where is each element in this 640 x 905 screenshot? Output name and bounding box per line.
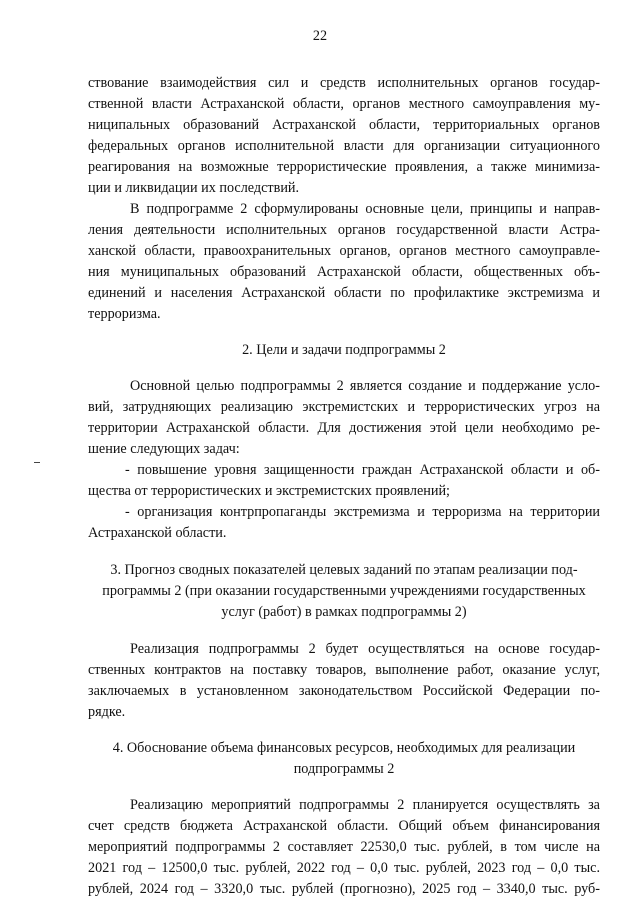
list-item-line: - повышение уровня защищенности граждан Астраханской области и об- [125,462,600,478]
paragraph-continuation-block [88,899,600,905]
text-line: ханской области подлежат уточнению исходя из возможностей бюджета с [88,903,120,904]
text-line: реагирования на возможные террористические проявления, а также минимиза- [88,159,600,175]
text-line: Перечень мероприятий и объемы финансирования за счет бюджета Астра- [88,901,120,902]
text-line: вий, затрудняющих реализацию экстремистских и террористических угроз на [88,399,600,415]
text-line: 2021 год – 12500,0 тыс. рублей, 2022 год – 0,0 тыс. рублей, 2023 год – 0,0 тыс. [88,860,600,876]
list-item-line: - организация контрпропаганды экстремизма и терроризма на территории [125,504,600,520]
text-line: федеральных органов исполнительной власти для организации ситуационного [88,138,600,154]
text-line: Реализация подпрограммы 2 будет осуществляться на основе государ- [130,641,600,657]
text-line: ханской области, правоохранительных органов, органов местного самоуправле- [88,243,600,259]
text-line: ствование взаимодействия сил и средств исполнительных органов государ- [88,75,600,91]
text-line: заключаемых в установленном законодательством Российской Федерации по- [88,683,600,699]
text-line: счет средств бюджета Астраханской области. Общий объем финансирования [88,818,600,834]
heading-line: услуг (работ) в рамках подпрограммы 2) [221,604,467,620]
heading-line: 3. Прогноз сводных показателей целевых заданий по этапам реализации под- [110,562,578,578]
text-line: рядке. [88,704,126,720]
text-line: ственных контрактов на поставку товаров, выполнение работ, оказание услуг, [88,662,600,678]
heading-line: подпрограммы 2 [293,761,395,777]
list-item-line: Астраханской области. [88,525,227,541]
text-line: ления деятельности исполнительных органов государственной власти Астра- [88,222,600,238]
text-line: единений и населения Астраханской области по профилактике экстремизма и [88,285,600,301]
text-line: В подпрограмме 2 сформулированы основные цели, принципы и направ- [130,201,600,217]
text-line: ственной власти Астраханской области, органов местного самоуправления му- [88,96,600,112]
text-line: шение следующих задач: [88,441,240,457]
text-line: терроризма. [88,306,161,322]
scan-mark [34,462,40,463]
section-heading-2: 2. Цели и задачи подпрограммы 2 [242,342,446,358]
text-line: ниципальных образований Астраханской области, территориальных органов [88,117,600,133]
list-item-line: щества от террористических и экстремистских проявлений; [88,483,450,499]
text-line: Реализацию мероприятий подпрограммы 2 планируется осуществлять за [130,797,600,813]
text-line: ции и ликвидации их последствий. [88,180,300,196]
text-line: территории Астраханской области. Для достижения этой цели необходимо ре- [88,420,600,436]
text-line: рублей, 2024 год – 3320,0 тыс. рублей (прогнозно), 2025 год – 3340,0 тыс. руб- [88,881,600,897]
text-line: ния муниципальных образований Астраханской области, общественных объ- [88,264,600,280]
page-number: 22 [312,28,328,44]
text-line: мероприятий подпрограммы 2 составляет 22530,0 тыс. рублей, в том числе на [88,839,600,855]
heading-line: 4. Обоснование объема финансовых ресурсов, необходимых для реализации [112,740,576,756]
text-line: лей (прогнозно), 2026 год – 3370,0 тыс. рублей (прогнозно). [88,899,114,900]
heading-line: программы 2 (при оказании государственными учреждениями государственных [102,583,586,599]
text-line: Основной целью подпрограммы 2 является создание и поддержание усло- [130,378,600,394]
